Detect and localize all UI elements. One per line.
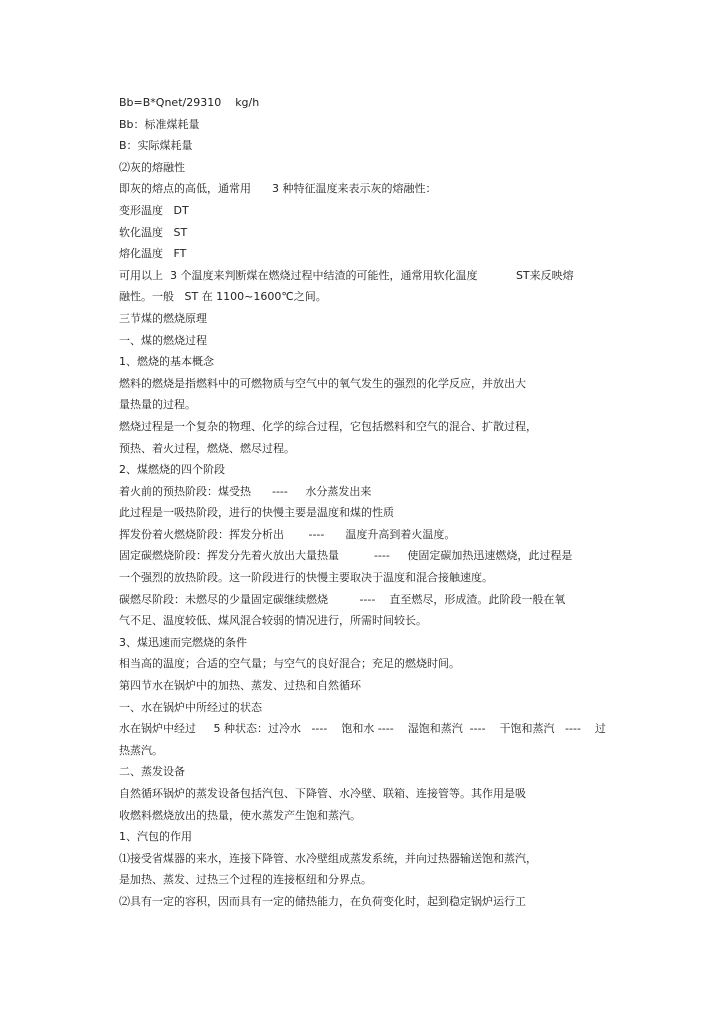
paragraph-line: 一个强烈的放热阶段。这一阶段进行的快慢主要取决于温度和混合接触速度。 (119, 571, 493, 585)
paragraph-line: 热蒸汽。 (119, 743, 163, 757)
document-body (119, 92, 609, 913)
paragraph-line: 收燃料燃烧放出的热量，使水蒸发产生饱和蒸汽。 (119, 808, 361, 822)
list-line: ⑴接受省煤器的来水，连接下降管、水冷壁组成蒸发系统，并向过热器输送饱和蒸汽， (119, 851, 537, 865)
subheading-line: 1、燃烧的基本概念 (119, 355, 214, 369)
list-line: 熔化温度 FT (119, 247, 187, 261)
paragraph-line: 即灰的熔点的高低，通常用 3 种特征温度来表示灰的熔融性： (119, 182, 437, 196)
list-line: 是加热、蒸发、过热三个过程的连接枢纽和分界点。 (119, 873, 372, 887)
paragraph-line: 水在锅炉中经过 5 种状态：过冷水 ---- 饱和水 ---- 湿饱和蒸汽 ---- 干饱和蒸汽 ---- 过 (119, 722, 606, 736)
subheading-line: ⑵灰的熔融性 (119, 160, 185, 174)
list-line: ⑵具有一定的容积，因而具有一定的储热能力，在负荷变化时，起到稳定锅炉运行工 (119, 894, 526, 908)
paragraph-line: 量热量的过程。 (119, 398, 196, 412)
section-heading: 三节煤的燃烧原理 (119, 311, 207, 325)
paragraph-line: 自然循环锅炉的蒸发设备包括汽包、下降管、水冷壁、联箱、连接管等。其作用是吸 (119, 787, 526, 800)
paragraph-line: 燃烧过程是一个复杂的物理、化学的综合过程，它包括燃料和空气的混合、扩散过程， (119, 419, 537, 433)
paragraph-line: 固定碳燃烧阶段：挥发分先着火放出大量热量 ---- 使固定碳加热迅速燃烧，此过程是 (119, 549, 573, 563)
paragraph-line: 融性。一般 ST 在 1100~1600℃之间。 (119, 290, 327, 304)
subsection-heading: 一、煤的燃烧过程 (119, 333, 207, 347)
subheading-line: 1、汽包的作用 (119, 830, 192, 844)
list-line: 变形温度 DT (119, 203, 189, 217)
subsection-heading: 二、蒸发设备 (119, 765, 185, 779)
paragraph-line: 着火前的预热阶段：煤受热 ---- 水分蒸发出来 (119, 484, 372, 498)
subheading-line: 2、煤燃烧的四个阶段 (119, 463, 225, 477)
list-line: 软化温度 ST (119, 225, 188, 239)
formula-line: Bb=B*Qnet/29310 kg/h (119, 96, 260, 109)
definition-line: Bb：标准煤耗量 (119, 117, 200, 131)
subsection-heading: 一、水在锅炉中所经过的状态 (119, 700, 262, 714)
section-heading: 第四节水在锅炉中的加热、蒸发、过热和自然循环 (119, 679, 361, 693)
paragraph-line: 此过程是一吸热阶段，进行的快慢主要是温度和煤的性质 (119, 506, 394, 520)
paragraph-line: 挥发份着火燃烧阶段：挥发分析出 ---- 温度升高到着火温度。 (119, 527, 456, 541)
paragraph-line: 相当高的温度；合适的空气量；与空气的良好混合；充足的燃烧时间。 (119, 657, 460, 671)
paragraph-line: 气不足、温度较低、煤风混合较弱的情况进行，所需时间较长。 (119, 614, 427, 628)
subheading-line: 3、煤迅速而完燃烧的条件 (119, 635, 247, 649)
paragraph-line: 预热、着火过程，燃烧、燃尽过程。 (119, 441, 295, 455)
definition-line: B：实际煤耗量 (119, 139, 193, 153)
paragraph-line: 燃料的燃烧是指燃料中的可燃物质与空气中的氧气发生的强烈的化学反应，并放出大 (119, 376, 526, 390)
paragraph-line: 可用以上 3 个温度来判断煤在燃烧过程中结渣的可能性，通常用软化温度 ST来反映熔 (119, 268, 574, 282)
paragraph-line: 碳燃尽阶段：未燃尽的少量固定碳继续燃烧 ---- 直至燃尽，形成渣。此阶段一般在氧 (119, 592, 566, 606)
